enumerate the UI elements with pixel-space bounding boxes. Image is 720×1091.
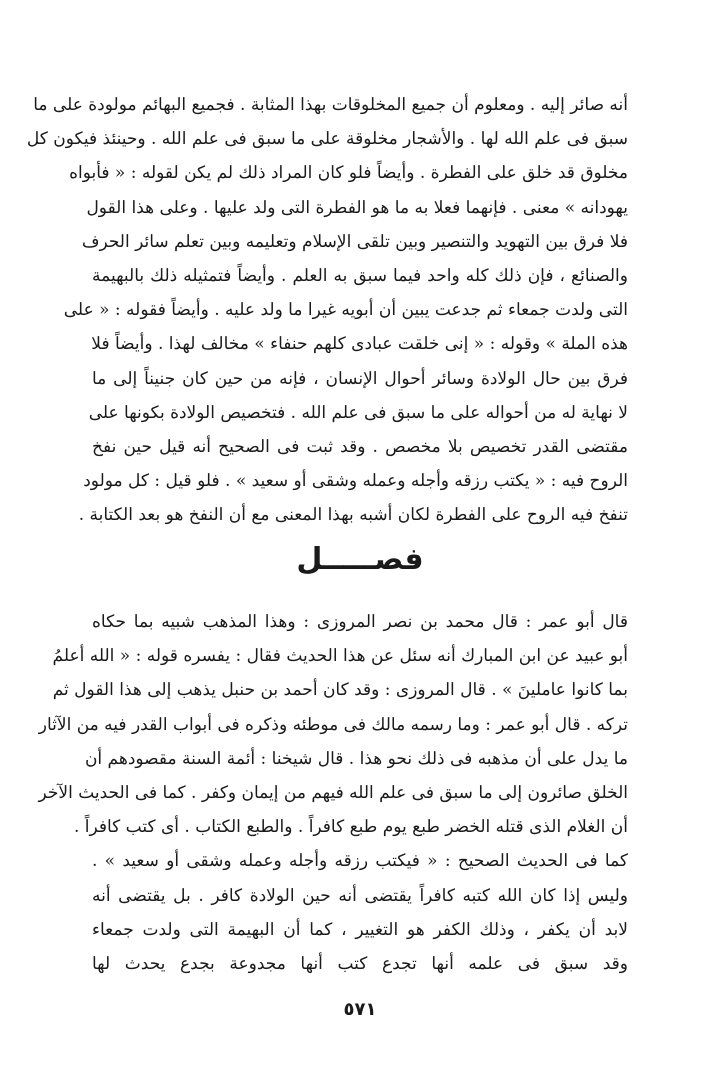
section-heading-text: فصـــــل (296, 542, 424, 577)
section-heading (0, 540, 720, 580)
text-line: التى ولدت جمعاء ثم جدعت يبين أن أبويه غيرا ما ولد عليه . وأيضاً فقوله : « على (63, 300, 628, 321)
text-line: كما فى الحديث الصحيح : « فيكتب رزقه وأجله وعمله وشقى أو سعيد » . (92, 851, 628, 872)
text-line: وليس إذا كان الله كتبه كافراً يقتضى أنه حين الولادة كافر . بل يقتضى أنه (92, 885, 628, 906)
paragraph-2 (38, 605, 628, 981)
text-line: ما يدل على أن مذهبه فى ذلك نحو هذا . قال شيخنا : أئمة السنة مقصودهم أن (84, 748, 628, 769)
text-line: أنه صائر إليه . ومعلوم أن جميع المخلوقات بهذا المثابة . فجميع البهائم مولودة على ما (33, 95, 628, 115)
text-line: بما كانوا عاملينَ » . قال المروزى : وقد كان أحمد بن حنبل يذهب إلى هذا القول ثم (52, 680, 628, 701)
text-line: يهودانه » معنى . فإنهما فعلا به ما هو الفطرة التى ولد عليها . وعلى هذا القول (86, 197, 628, 218)
text-line: لا نهاية له من أحواله على ما سبق فى علم الله . فتخصيص الولادة بكونها على (88, 402, 628, 423)
text-line: مخلوق قد خلق على الفطرة . وأيضاً فلو كان المراد ذلك لم يكن لقوله : « فأبواه (69, 163, 628, 184)
page-number: ٥٧١ (343, 999, 377, 1020)
text-line: والصنائع ، فإن ذلك كله واحد فيما سبق به العلم . وأيضاً فتمثيله ذلك بالبهيمة (92, 265, 628, 286)
paragraph-1 (26, 88, 628, 532)
text-line: تركه . قال أبو عمر : وما رسمه مالك فى موطئه وذكره فى أبواب القدر فيه من الآثار (38, 714, 628, 735)
text-line: قال أبو عمر : قال محمد بن نصر المروزى : وهذا المذهب شبيه بما حكاه (92, 612, 628, 632)
text-line: فرق بين حال الولادة وسائر أحوال الإنسان ، فإنه من حين كان جنيناً إلى ما (92, 368, 628, 389)
text-line: مقتضى القدر تخصيص بلا مخصص . وقد ثبت فى الصحيح أنه قيل حين نفخ (92, 436, 628, 457)
text-line: أن الغلام الذى قتله الخضر طبع يوم طبع كافراً . والطبع الكتاب . أى كتب كافراً . (73, 817, 628, 838)
text-line: فلا فرق بين التهويد والتنصير وبين تلقى الإسلام وتعليمه وبين تعلم سائر الحرف (81, 231, 628, 252)
text-line: الخلق صائرون إلى ما سبق فى علم الله فيهم من إيمان وكفر . كما فى الحديث الآخر (38, 782, 628, 803)
text-line: الروح فيه : « يكتب رزقه وأجله وعمله وشقى أو سعيد » . فلو قيل : كل مولود (83, 471, 628, 492)
text-line: هذه الملة » وقوله : « إنى خلقت عبادى كلهم حنفاء » مخالف لهذا . وأيضاً فلا (91, 334, 628, 355)
text-line: سبق فى علم الله لها . والأشجار مخلوقة على ما سبق فى علم الله . وحينئذ فيكون كل (26, 129, 628, 150)
text-line: تنفخ فيه الروح على الفطرة لكان أشبه بهذا المعنى مع أن النفخ هو بعد الكتابة . (78, 505, 628, 526)
text-line: لابد أن يكفر ، وذلك الكفر هو التغيير ، كما أن البهيمة التى ولدت جمعاء (92, 919, 628, 940)
text-line: وقد سبق فى علمه أنها تجدع كتب أنها مجدوعة بجدع يحدث لها (92, 953, 628, 974)
text-line: أبو عبيد عن ابن المبارك أنه سئل عن هذا الحديث فقال : يفسره قوله : « الله أعلمُ (52, 646, 628, 667)
